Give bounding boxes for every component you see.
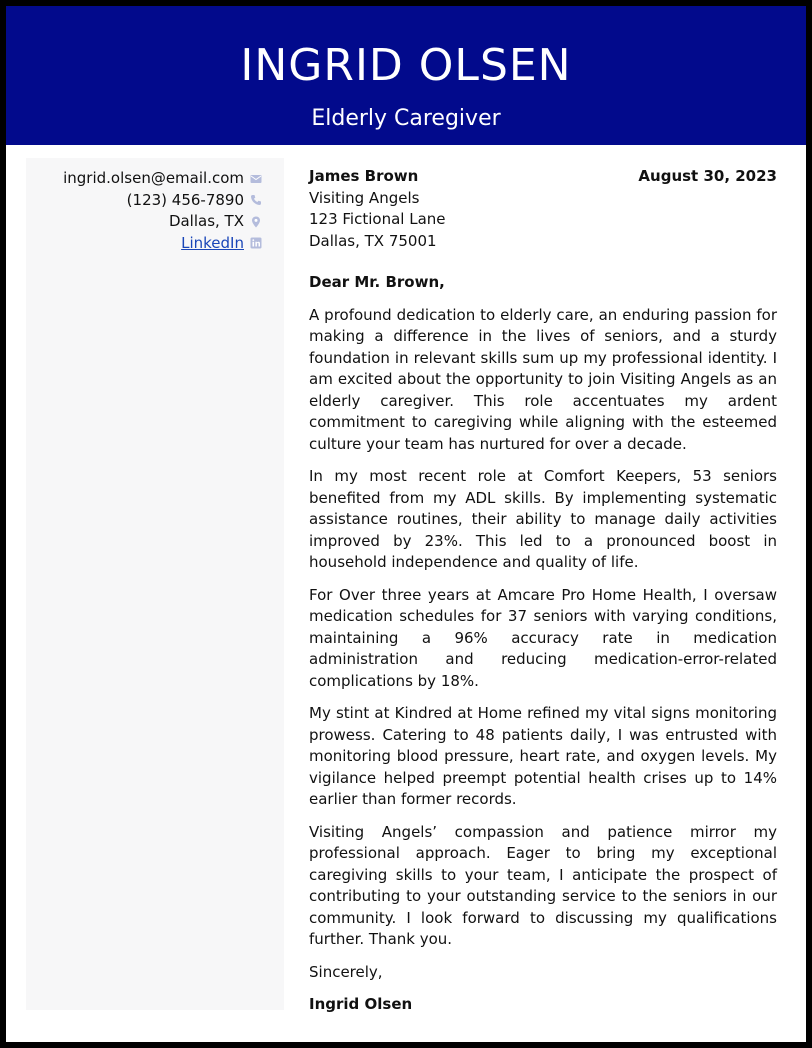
map-pin-icon [250, 216, 262, 228]
contact-email: ingrid.olsen@email.com [63, 169, 244, 187]
linkedin-link[interactable]: LinkedIn [181, 233, 244, 252]
applicant-name: INGRID OLSEN [240, 40, 572, 91]
phone-icon [250, 194, 262, 206]
salutation: Dear Mr. Brown, [309, 273, 445, 291]
body-paragraph: Visiting Angels’ compassion and patience mirror my professional approach. Eager to bring my exceptional caregiving skills to your team, I anticipate the prospect of contributing to your outstanding service to the seniors in our community. I look forward to discussing my qualifications further. Thank you. [309, 822, 777, 948]
letter-date: August 30, 2023 [638, 167, 777, 185]
recipient-name: James Brown [309, 167, 419, 185]
letter-header [309, 166, 777, 188]
body-paragraph: My stint at Kindred at Home refined my vital signs monitoring prowess. Catering to 48 patients daily, I was entrusted with monitoring blood pressure, heart rate, and oxygen levels. My vigilance helped preempt potential health crises up to 14% earlier than former records. [309, 704, 777, 808]
envelope-icon [250, 173, 262, 185]
header-banner [6, 6, 806, 145]
contact-linkedin-row [63, 233, 262, 255]
job-title: Elderly Caregiver [311, 106, 501, 131]
contact-info [63, 168, 262, 254]
contact-location-row [63, 211, 262, 233]
sidebar [26, 158, 284, 1010]
body-paragraph: In my most recent role at Comfort Keepers, 53 seniors benefited from my ADL skills. By implementing systematic assistance routines, their ability to manage daily activities improved by 23%. This led to a pronounced boost in household independence and quality of life. [309, 467, 777, 571]
signature: Ingrid Olsen [309, 995, 413, 1013]
contact-location: Dallas, TX [168, 212, 244, 230]
body-paragraph: A profound dedication to elderly care, an enduring passion for making a difference in the lives of seniors, and a sturdy foundation in relevant skills sum up my professional identity. I am excited about the opportunity to join Visiting Angels as an elderly caregiver. This role accentuates my ardent commitment to caregiving while aligning with the esteemed culture your team has nurtured for over a decade. [309, 305, 777, 453]
resume-page [6, 6, 806, 1042]
recipient-company: Visiting Angels [309, 188, 420, 207]
closing: Sincerely, [309, 962, 383, 981]
contact-phone-row [63, 190, 262, 212]
recipient-address-line2: Dallas, TX 75001 [309, 231, 437, 250]
body-paragraph: For Over three years at Amcare Pro Home Health, I oversaw medication schedules for 37 seniors with varying conditions, maintaining a 96% accuracy rate in medication administration and reducing medication-error-related complications by 18%. [309, 585, 777, 690]
cover-letter [309, 166, 777, 1016]
contact-phone: (123) 456-7890 [126, 190, 244, 209]
contact-email-row [63, 168, 262, 190]
linkedin-icon [250, 237, 262, 249]
recipient-address-line1: 123 Fictional Lane [309, 210, 446, 228]
